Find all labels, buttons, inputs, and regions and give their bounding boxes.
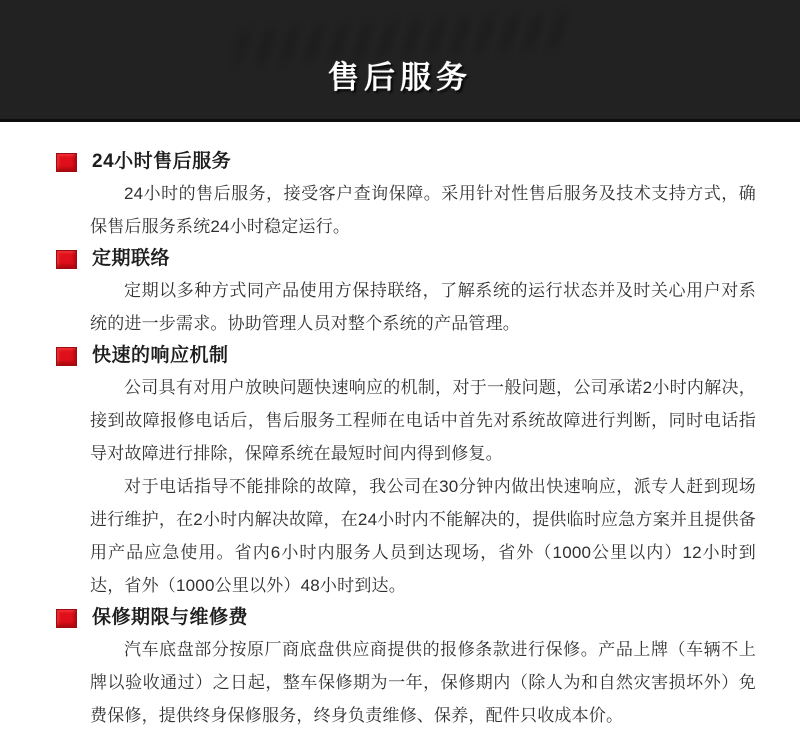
red-square-bullet-icon — [56, 347, 77, 366]
section-heading: 快速的响应机制 — [92, 345, 229, 366]
section-paragraph: 24小时的售后服务，接受客户查询保障。采用针对性售后服务及技术支持方式，确保售后服务系统24小时稳定运行。 — [90, 184, 756, 236]
header-banner — [0, 0, 800, 122]
red-square-bullet-icon — [56, 250, 77, 269]
content-area — [0, 122, 800, 732]
section-heading-row — [56, 606, 756, 630]
section-paragraph: 公司具有对用户放映问题快速响应的机制，对于一般问题，公司承诺2小时内解决，接到故障报修电话后，售后服务工程师在电话中首先对系统故障进行判断，同时电话指导对故障进行排除，保障系统在最短时间内得到修复。 — [90, 378, 756, 463]
section-rapid-response — [56, 344, 756, 602]
page-title: 售后服务 — [328, 60, 472, 95]
section-heading: 定期联络 — [92, 248, 171, 269]
red-square-bullet-icon — [56, 609, 77, 628]
section-paragraph: 定期以多种方式同产品使用方保持联络，了解系统的运行状态并及时关心用户对系统的进一步需求。协助管理人员对整个系统的产品管理。 — [90, 281, 756, 333]
section-warranty-fees — [56, 606, 756, 732]
red-square-bullet-icon — [56, 153, 77, 172]
section-heading-row — [56, 150, 756, 174]
section-paragraph: 对于电话指导不能排除的故障，我公司在30分钟内做出快速响应，派专人赶到现场进行维护，在2小时内解决故障，在24小时内不能解决的，提供临时应急方案并且提供备用产品应急使用。省内6小时内服务人员到达现场，省外（1000公里以内）12小时到达，省外（1000公里以外）48小时到达。 — [90, 477, 756, 595]
section-heading: 保修期限与维修费 — [92, 607, 249, 628]
section-heading-row — [56, 247, 756, 271]
section-heading: 24小时售后服务 — [92, 151, 232, 172]
section-regular-contact — [56, 247, 756, 340]
section-paragraph: 汽车底盘部分按原厂商底盘供应商提供的报修条款进行保修。产品上牌（车辆不上牌以验收通过）之日起，整车保修期为一年，保修期内（除人为和自然灾害损坏外）免费保修，提供终身保修服务，终身负责维修、保养，配件只收成本价。 — [90, 640, 756, 725]
section-heading-row — [56, 344, 756, 368]
section-24h-service — [56, 150, 756, 243]
